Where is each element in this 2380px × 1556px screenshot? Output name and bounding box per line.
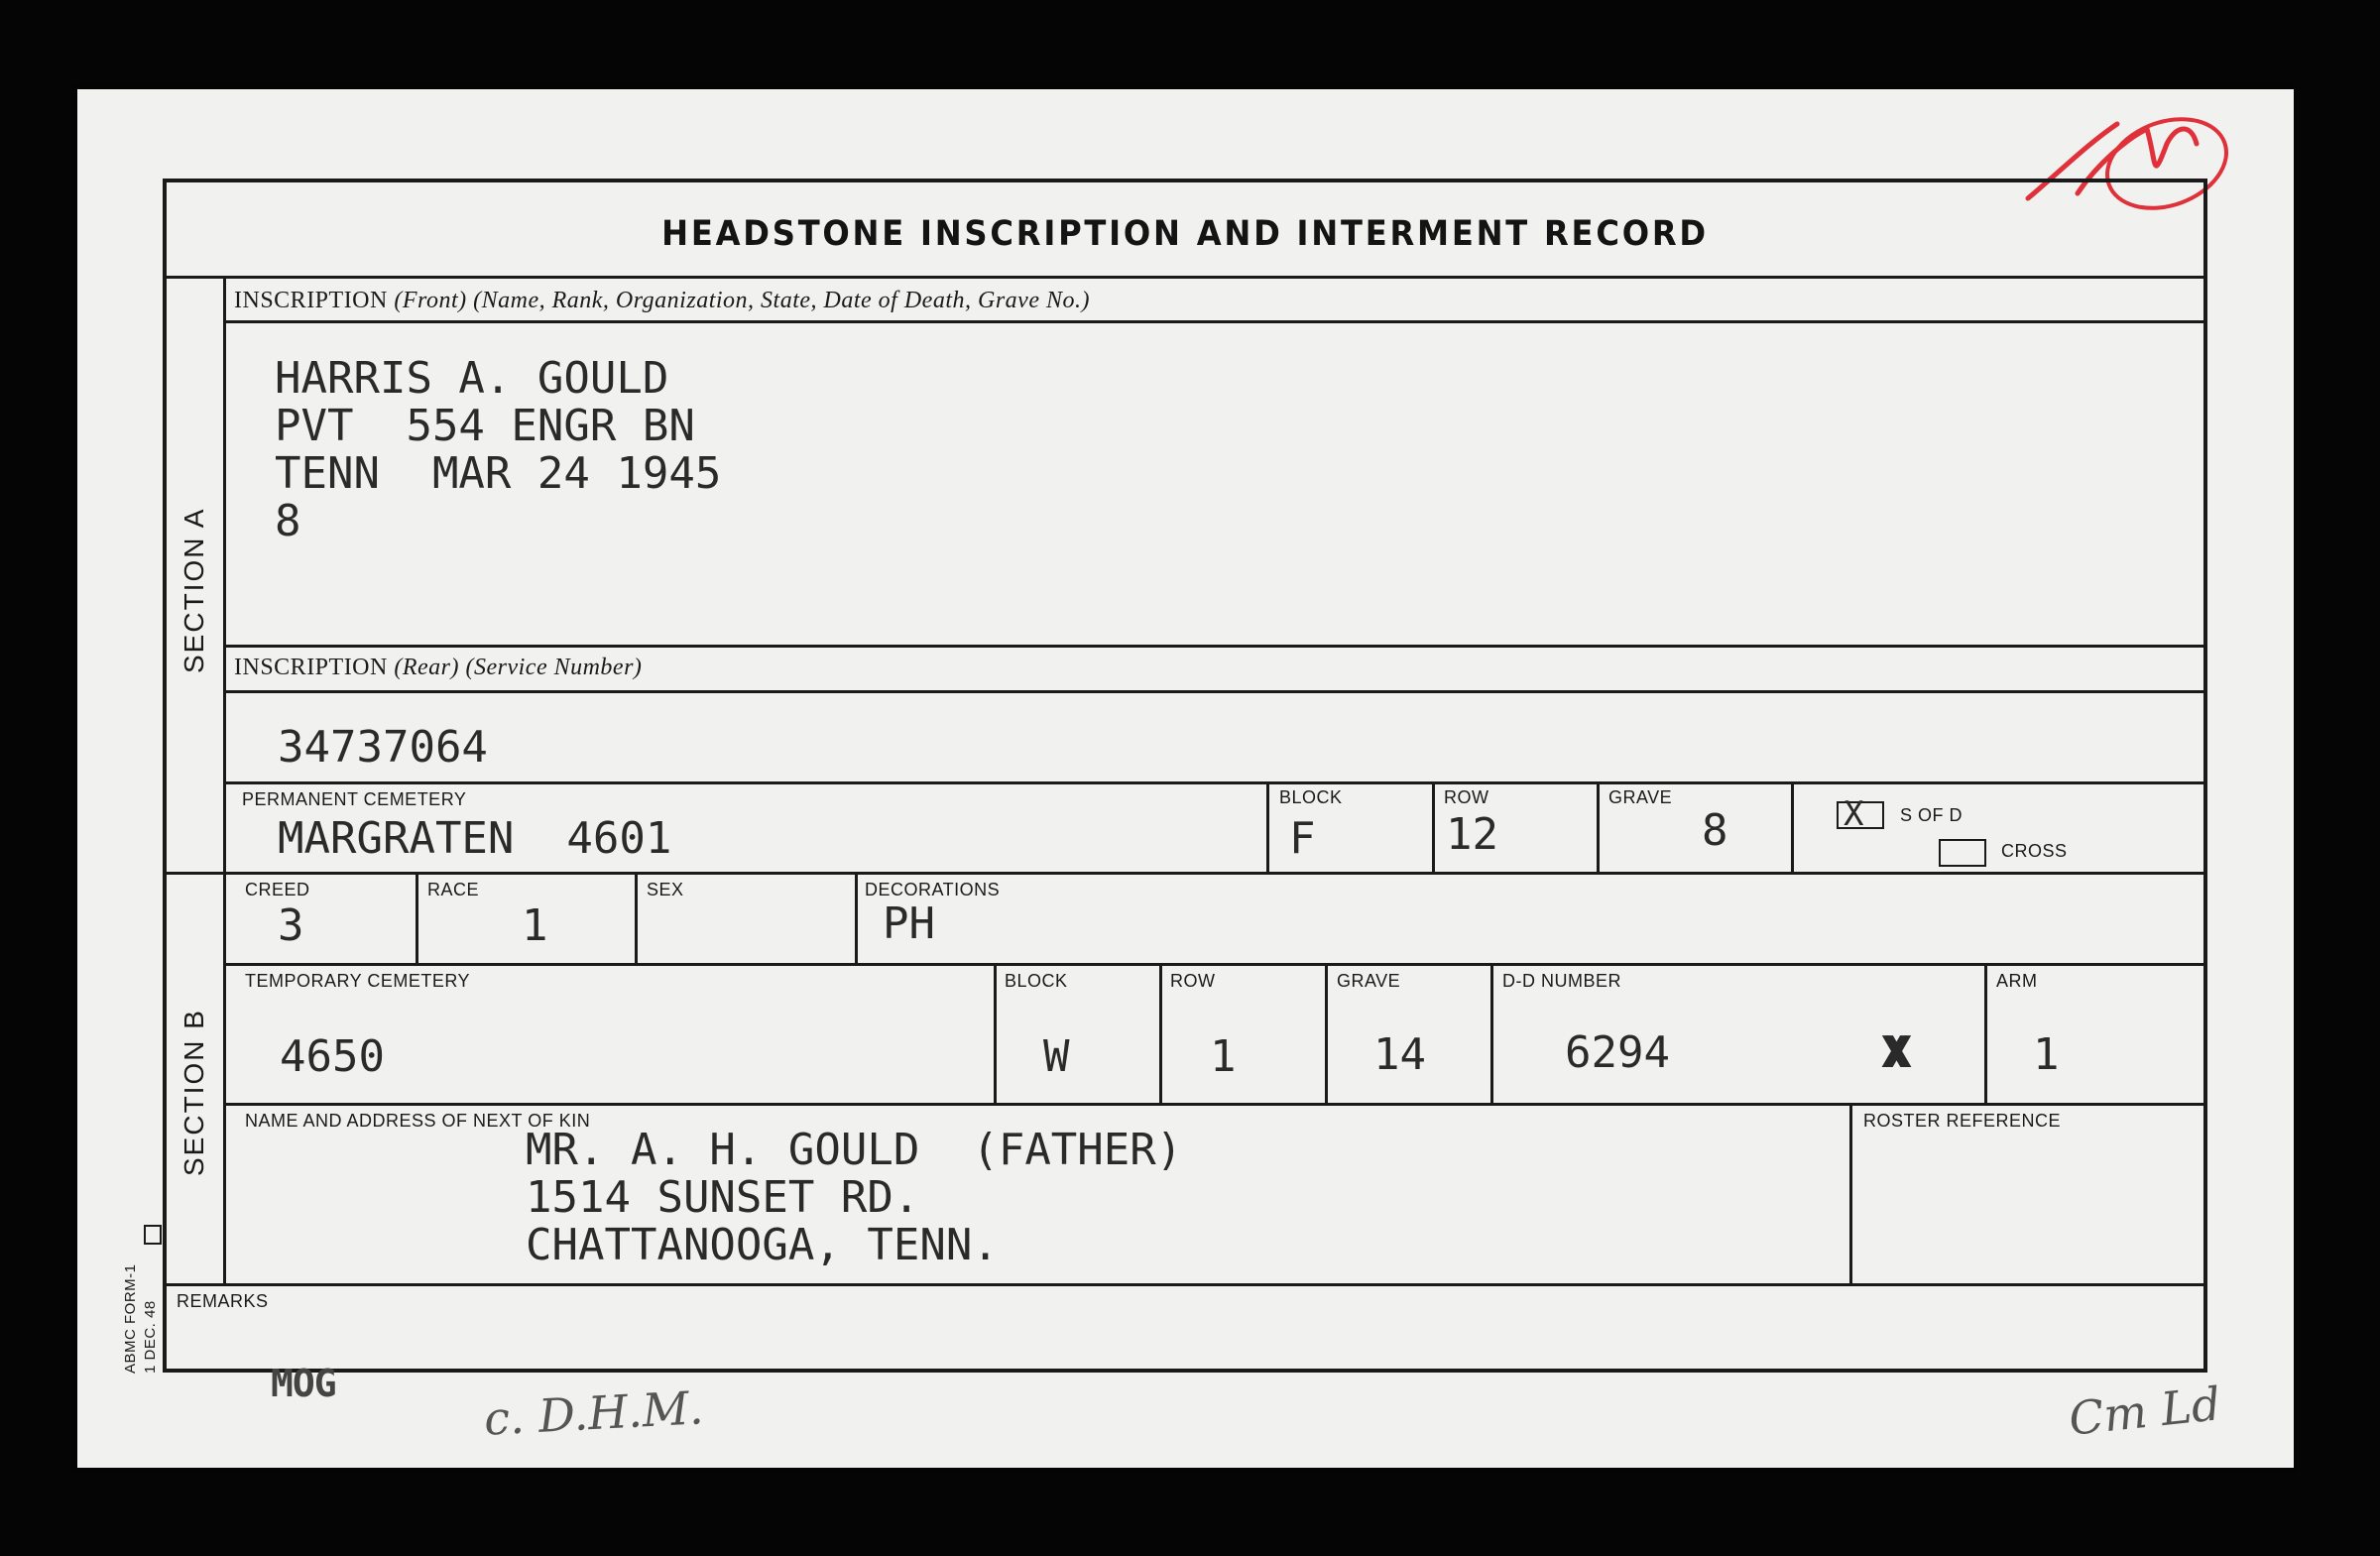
temporary-grave-value: 14	[1373, 1029, 1426, 1080]
dd-number-value: 6294	[1565, 1027, 1670, 1078]
inscription-front-line-4: 8	[275, 496, 301, 546]
handwritten-note: Cm Ld	[2066, 1376, 2223, 1446]
arm-label: ARM	[1996, 971, 2038, 991]
sex-label: SEX	[647, 880, 684, 899]
race-value: 1	[522, 900, 548, 951]
permanent-row-label: ROW	[1444, 787, 1489, 807]
temporary-cemetery-value: 4650	[280, 1031, 385, 1082]
permanent-grave-label: GRAVE	[1608, 787, 1673, 807]
form-title: HEADSTONE INSCRIPTION AND INTERMENT RECORD	[661, 214, 1709, 254]
permanent-grave-value: 8	[1702, 805, 1728, 856]
roster-reference-label: ROSTER REFERENCE	[1863, 1111, 2062, 1131]
temporary-row-label: ROW	[1170, 971, 1216, 991]
next-of-kin-line-2: 1514 SUNSET RD.	[526, 1172, 920, 1223]
handwritten-initials: c. D.H.M.	[482, 1380, 705, 1446]
temporary-block-label: BLOCK	[1005, 971, 1068, 991]
remarks-stamp: MOG	[271, 1362, 336, 1405]
arm-value: 1	[2033, 1029, 2060, 1080]
decorations-label: DECORATIONS	[865, 880, 1001, 899]
next-of-kin-label: NAME AND ADDRESS OF NEXT OF KIN	[245, 1111, 591, 1131]
form-code: ABMC FORM-1 1 DEC. 48	[122, 1263, 159, 1374]
cross-checkbox[interactable]	[1939, 839, 1986, 867]
permanent-block-value: F	[1289, 813, 1316, 864]
permanent-row-value: 12	[1446, 809, 1498, 860]
inscription-front-line-2: PVT 554 ENGR BN	[275, 401, 695, 451]
inscription-front-label: INSCRIPTION (Front) (Name, Rank, Organization, State, Date of Death, Grave No.)	[234, 288, 1090, 313]
race-label: RACE	[427, 880, 480, 899]
inscription-front-line-3: TENN MAR 24 1945	[275, 448, 722, 499]
remarks-label: REMARKS	[177, 1291, 269, 1311]
section-b-label: SECTION B	[178, 1009, 209, 1176]
creed-label: CREED	[245, 880, 310, 899]
dd-number-label: D-D NUMBER	[1502, 971, 1621, 991]
form-code-box	[144, 1225, 162, 1245]
next-of-kin-line-3: CHATTANOOGA, TENN.	[526, 1220, 999, 1270]
headstone-form	[163, 179, 2207, 1373]
permanent-cemetery-value: MARGRATEN 4601	[278, 813, 672, 864]
temporary-grave-label: GRAVE	[1337, 971, 1401, 991]
sofd-check-mark: X	[1844, 794, 1864, 834]
decorations-value: PH	[883, 898, 935, 949]
permanent-cemetery-label: PERMANENT CEMETERY	[242, 789, 467, 809]
temporary-row-value: 1	[1210, 1031, 1237, 1082]
next-of-kin-line-1: MR. A. H. GOULD (FATHER)	[526, 1125, 1183, 1175]
inscription-front-line-1: HARRIS A. GOULD	[275, 353, 669, 404]
dd-strikeout: XX	[1881, 1027, 1890, 1078]
permanent-block-label: BLOCK	[1279, 787, 1343, 807]
section-a-label: SECTION A	[178, 507, 209, 673]
creed-value: 3	[278, 900, 304, 951]
temporary-block-value: W	[1043, 1031, 1070, 1082]
temporary-cemetery-label: TEMPORARY CEMETERY	[245, 971, 471, 991]
sofd-label: S OF D	[1900, 805, 1964, 825]
inscription-rear-label: INSCRIPTION (Rear) (Service Number)	[234, 655, 643, 680]
service-number: 34737064	[278, 722, 488, 773]
cross-label: CROSS	[2001, 841, 2068, 861]
